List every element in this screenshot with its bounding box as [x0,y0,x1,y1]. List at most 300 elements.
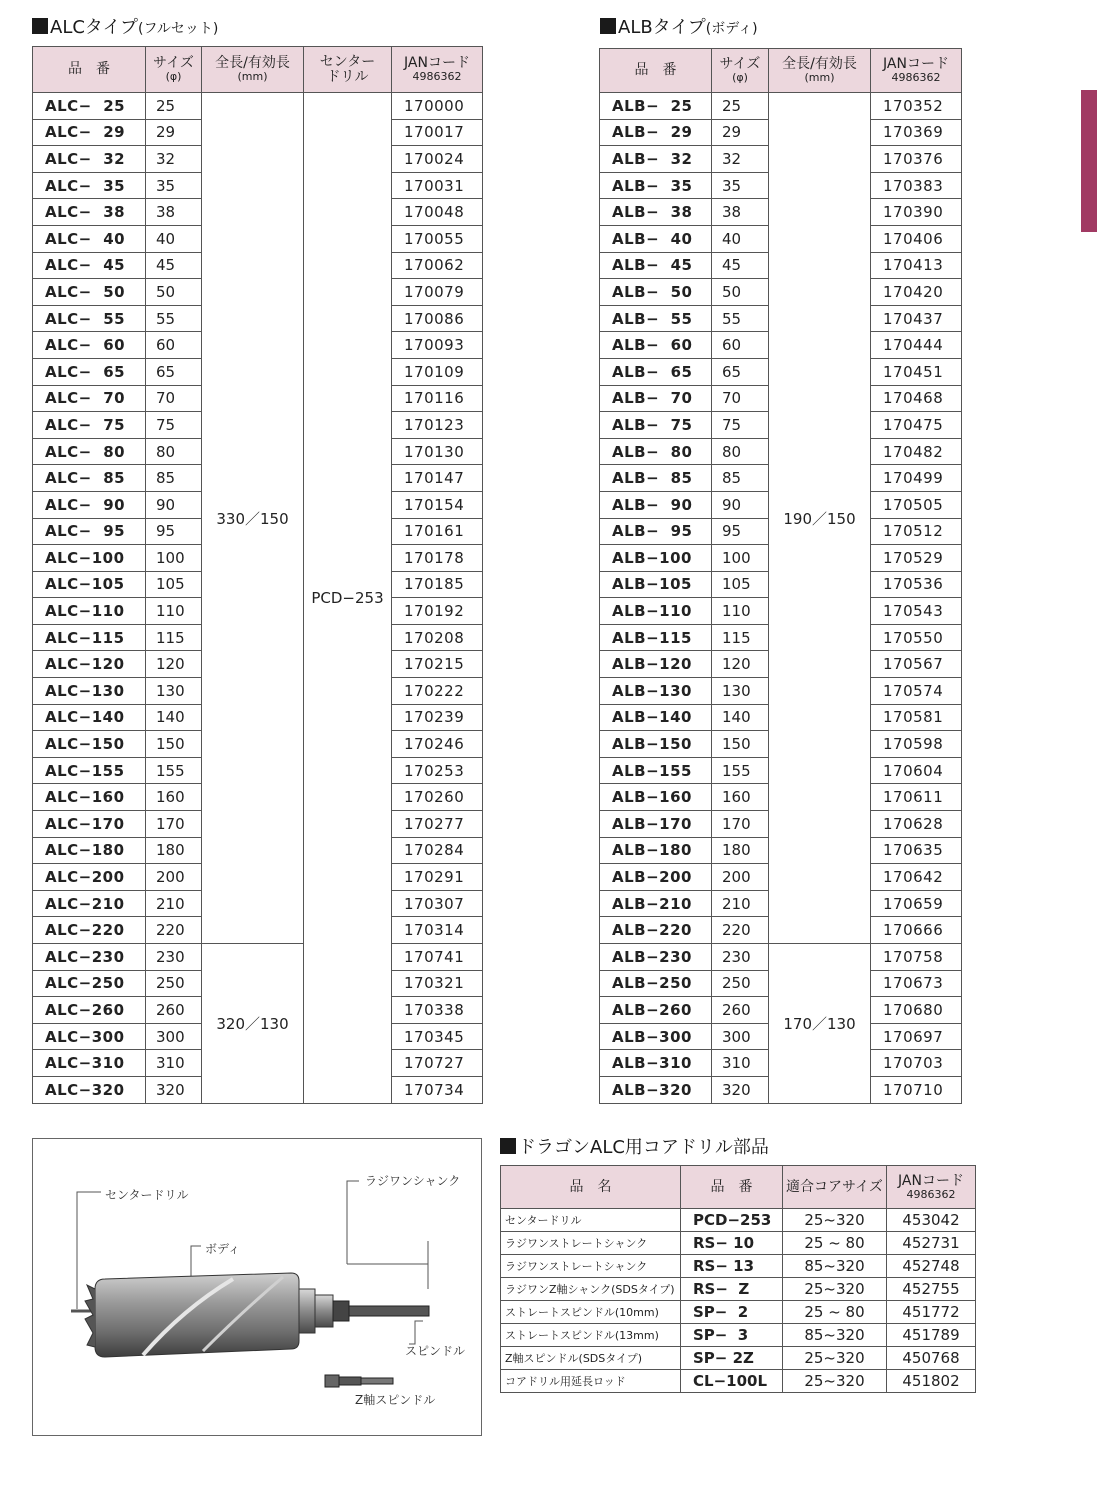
size-cell: 80 [712,438,769,465]
jan-cell: 170376 [871,146,962,173]
model-cell: ALC−260 [33,997,146,1024]
jan-cell: 170536 [871,571,962,598]
label-body: ボディ [205,1242,241,1256]
size-cell: 130 [146,678,202,705]
size-cell: 210 [146,890,202,917]
model-cell: ALC−105 [33,571,146,598]
jan-cell: 170550 [871,624,962,651]
alb-title: ALBタイプ [618,17,706,38]
model-cell: ALC−180 [33,837,146,864]
jan-cell: 170512 [871,518,962,545]
model-cell: ALB−230 [600,944,712,971]
label-spindle: スピンドル [405,1344,466,1358]
length-cell: 170／130 [769,944,871,1104]
jan-cell: 170079 [392,279,483,306]
size-cell: 38 [146,199,202,226]
model-cell: ALB− 25 [600,93,712,120]
size-cell: 170 [712,811,769,838]
jan-cell: 170758 [871,944,962,971]
size-cell: 60 [712,332,769,359]
col-header-jan: JANコード 4986362 [392,47,483,93]
parts-title: ドラゴンALC用コアドリル部品 [518,1137,769,1158]
model-cell: ALC−115 [33,624,146,651]
col-header-length: 全長/有効長 (mm) [202,47,304,93]
size-cell: 75 [712,412,769,439]
jan-cell: 170727 [392,1050,483,1077]
size-cell: 35 [712,172,769,199]
table-row [501,1347,976,1370]
size-cell: 50 [146,279,202,306]
size-cell: 60 [146,332,202,359]
size-cell: 100 [712,545,769,572]
col-header-length: 全長/有効長 (mm) [769,49,871,93]
jan-cell: 170246 [392,731,483,758]
length-cell: 320／130 [202,944,304,1104]
jan-cell: 170529 [871,545,962,572]
part-model-cell: RS− 13 [681,1255,783,1278]
size-cell: 200 [146,864,202,891]
model-cell: ALC−130 [33,678,146,705]
size-cell: 70 [146,385,202,412]
col-header-jan: JANコード 4986362 [871,49,962,93]
jan-cell: 170659 [871,890,962,917]
jan-cell: 170154 [392,491,483,518]
model-cell: ALC−300 [33,1023,146,1050]
model-cell: ALB−115 [600,624,712,651]
size-cell: 29 [712,119,769,146]
jan-cell: 170185 [392,571,483,598]
model-cell: ALC− 80 [33,438,146,465]
jan-cell: 170178 [392,545,483,572]
jan-cell: 170628 [871,811,962,838]
jan-cell: 170420 [871,279,962,306]
size-cell: 150 [712,731,769,758]
jan-cell: 170307 [392,890,483,917]
table-row [501,1301,976,1324]
model-cell: ALB−250 [600,970,712,997]
part-fit-cell: 85~320 [783,1324,887,1347]
model-cell: ALC−100 [33,545,146,572]
table-row [501,1209,976,1232]
center-drill-cell: PCD−253 [304,93,392,1104]
parts-section-title [500,1138,769,1158]
part-fit-cell: 25~320 [783,1209,887,1232]
model-cell: ALB− 80 [600,438,712,465]
jan-cell: 170703 [871,1050,962,1077]
size-cell: 45 [712,252,769,279]
jan-cell: 170130 [392,438,483,465]
jan-cell: 170741 [392,944,483,971]
model-cell: ALB−155 [600,757,712,784]
col-header-model: 品 番 [600,49,712,93]
part-fit-cell: 25~320 [783,1278,887,1301]
jan-cell: 170451 [871,358,962,385]
jan-cell: 170482 [871,438,962,465]
model-cell: ALC−160 [33,784,146,811]
size-cell: 115 [712,624,769,651]
jan-cell: 170642 [871,864,962,891]
col-header-jan: JANコード 4986362 [887,1166,976,1209]
jan-cell: 170369 [871,119,962,146]
jan-cell: 170598 [871,731,962,758]
model-cell: ALB− 50 [600,279,712,306]
jan-cell: 170611 [871,784,962,811]
model-cell: ALB− 65 [600,358,712,385]
size-cell: 90 [146,491,202,518]
jan-cell: 170680 [871,997,962,1024]
part-name-cell: センタードリル [501,1209,681,1232]
jan-cell: 170666 [871,917,962,944]
jan-cell: 170109 [392,358,483,385]
table-row [501,1232,976,1255]
size-cell: 105 [146,571,202,598]
size-cell: 120 [146,651,202,678]
jan-cell: 170192 [392,598,483,625]
model-cell: ALC− 65 [33,358,146,385]
model-cell: ALB−110 [600,598,712,625]
jan-cell: 170604 [871,757,962,784]
size-cell: 45 [146,252,202,279]
label-center-drill: センタードリル [105,1188,189,1202]
table-row [501,1255,976,1278]
model-cell: ALC−230 [33,944,146,971]
jan-cell: 170505 [871,491,962,518]
model-cell: ALB−300 [600,1023,712,1050]
size-cell: 70 [712,385,769,412]
model-cell: ALC− 32 [33,146,146,173]
jan-cell: 170024 [392,146,483,173]
size-cell: 250 [712,970,769,997]
part-jan-cell: 451772 [887,1301,976,1324]
size-cell: 75 [146,412,202,439]
size-cell: 160 [712,784,769,811]
size-cell: 40 [146,225,202,252]
size-cell: 140 [712,704,769,731]
model-cell: ALC− 45 [33,252,146,279]
alb-subtitle: (ボディ) [705,21,758,37]
size-cell: 160 [146,784,202,811]
model-cell: ALB−200 [600,864,712,891]
accent-tab [1081,90,1097,232]
size-cell: 230 [146,944,202,971]
jan-cell: 170123 [392,412,483,439]
model-cell: ALC− 29 [33,119,146,146]
model-cell: ALC−155 [33,757,146,784]
size-cell: 35 [146,172,202,199]
alc-subtitle: (フルセット) [138,21,219,37]
jan-cell: 170406 [871,225,962,252]
size-cell: 65 [712,358,769,385]
size-cell: 65 [146,358,202,385]
part-model-cell: SP− 2Z [681,1347,783,1370]
model-cell: ALC− 60 [33,332,146,359]
model-cell: ALC− 85 [33,465,146,492]
model-cell: ALB− 75 [600,412,712,439]
size-cell: 32 [712,146,769,173]
size-cell: 180 [146,837,202,864]
part-name-cell: ラジワンストレートシャンク [501,1255,681,1278]
model-cell: ALB− 45 [600,252,712,279]
table-row [600,944,962,971]
jan-cell: 170581 [871,704,962,731]
length-cell: 330／150 [202,93,304,944]
part-fit-cell: 25~320 [783,1347,887,1370]
part-model-cell: PCD−253 [681,1209,783,1232]
jan-cell: 170321 [392,970,483,997]
part-jan-cell: 452755 [887,1278,976,1301]
model-cell: ALC−310 [33,1050,146,1077]
jan-cell: 170567 [871,651,962,678]
size-cell: 140 [146,704,202,731]
model-cell: ALC−220 [33,917,146,944]
model-cell: ALB− 38 [600,199,712,226]
size-cell: 155 [712,757,769,784]
size-cell: 100 [146,545,202,572]
jan-cell: 170383 [871,172,962,199]
jan-cell: 170543 [871,598,962,625]
size-cell: 55 [712,305,769,332]
size-cell: 250 [146,970,202,997]
size-cell: 29 [146,119,202,146]
jan-cell: 170260 [392,784,483,811]
label-shank: ラジワンシャンク [365,1174,461,1188]
model-cell: ALB−220 [600,917,712,944]
jan-cell: 170239 [392,704,483,731]
jan-cell: 170710 [871,1076,962,1103]
jan-cell: 170444 [871,332,962,359]
model-cell: ALB− 90 [600,491,712,518]
square-bullet-icon [32,18,48,34]
alc-title: ALCタイプ [50,17,139,38]
jan-cell: 170468 [871,385,962,412]
part-jan-cell: 452731 [887,1232,976,1255]
model-cell: ALB− 29 [600,119,712,146]
size-cell: 95 [146,518,202,545]
jan-cell: 170345 [392,1023,483,1050]
jan-cell: 170086 [392,305,483,332]
model-cell: ALC− 55 [33,305,146,332]
model-cell: ALC− 70 [33,385,146,412]
jan-cell: 170390 [871,199,962,226]
model-cell: ALB−180 [600,837,712,864]
size-cell: 120 [712,651,769,678]
jan-cell: 170147 [392,465,483,492]
jan-cell: 170093 [392,332,483,359]
jan-cell: 170055 [392,225,483,252]
part-model-cell: RS− Z [681,1278,783,1301]
model-cell: ALC− 90 [33,491,146,518]
size-cell: 105 [712,571,769,598]
size-cell: 220 [146,917,202,944]
size-cell: 110 [712,598,769,625]
model-cell: ALC−120 [33,651,146,678]
model-cell: ALC−140 [33,704,146,731]
col-header-size: サイズ (φ) [146,47,202,93]
square-bullet-icon [600,18,616,34]
part-jan-cell: 451802 [887,1370,976,1393]
model-cell: ALB−130 [600,678,712,705]
label-z-spindle: Z軸スピンドル [355,1393,436,1407]
part-fit-cell: 25 ~ 80 [783,1301,887,1324]
part-jan-cell: 451789 [887,1324,976,1347]
size-cell: 300 [146,1023,202,1050]
model-cell: ALB− 55 [600,305,712,332]
model-cell: ALC− 50 [33,279,146,306]
model-cell: ALC−170 [33,811,146,838]
model-cell: ALC− 35 [33,172,146,199]
alb-section-title [600,18,758,39]
model-cell: ALB−170 [600,811,712,838]
size-cell: 310 [712,1050,769,1077]
jan-cell: 170475 [871,412,962,439]
model-cell: ALC− 75 [33,412,146,439]
part-name-cell: Z軸スピンドル(SDSタイプ) [501,1347,681,1370]
model-cell: ALB− 70 [600,385,712,412]
size-cell: 115 [146,624,202,651]
size-cell: 85 [712,465,769,492]
size-cell: 180 [712,837,769,864]
size-cell: 155 [146,757,202,784]
jan-cell: 170574 [871,678,962,705]
size-cell: 200 [712,864,769,891]
size-cell: 110 [146,598,202,625]
col-header-model: 品 番 [681,1166,783,1209]
model-cell: ALC− 25 [33,93,146,120]
jan-cell: 170314 [392,917,483,944]
model-cell: ALB− 40 [600,225,712,252]
product-diagram [32,1138,482,1436]
size-cell: 80 [146,438,202,465]
model-cell: ALB−310 [600,1050,712,1077]
jan-cell: 170437 [871,305,962,332]
model-cell: ALC−200 [33,864,146,891]
size-cell: 90 [712,491,769,518]
part-jan-cell: 450768 [887,1347,976,1370]
model-cell: ALB− 95 [600,518,712,545]
table-row [501,1370,976,1393]
size-cell: 32 [146,146,202,173]
jan-cell: 170031 [392,172,483,199]
model-cell: ALC−250 [33,970,146,997]
part-model-cell: SP− 2 [681,1301,783,1324]
size-cell: 220 [712,917,769,944]
size-cell: 38 [712,199,769,226]
col-header-fit: 適合コアサイズ [783,1166,887,1209]
col-header-model: 品 番 [33,47,146,93]
jan-cell: 170253 [392,757,483,784]
part-name-cell: ストレートスピンドル(10mm) [501,1301,681,1324]
size-cell: 95 [712,518,769,545]
model-cell: ALB−105 [600,571,712,598]
jan-cell: 170413 [871,252,962,279]
model-cell: ALC−110 [33,598,146,625]
jan-cell: 170499 [871,465,962,492]
size-cell: 260 [146,997,202,1024]
model-cell: ALB−160 [600,784,712,811]
length-cell: 190／150 [769,93,871,944]
jan-cell: 170734 [392,1076,483,1103]
size-cell: 320 [146,1076,202,1103]
size-cell: 230 [712,944,769,971]
jan-cell: 170062 [392,252,483,279]
part-name-cell: ストレートスピンドル(13mm) [501,1324,681,1347]
part-jan-cell: 452748 [887,1255,976,1278]
alc-table [32,46,483,1104]
model-cell: ALB− 32 [600,146,712,173]
jan-cell: 170116 [392,385,483,412]
model-cell: ALC− 40 [33,225,146,252]
model-cell: ALC− 95 [33,518,146,545]
size-cell: 310 [146,1050,202,1077]
jan-cell: 170222 [392,678,483,705]
model-cell: ALB− 85 [600,465,712,492]
model-cell: ALB− 60 [600,332,712,359]
jan-cell: 170291 [392,864,483,891]
part-model-cell: SP− 3 [681,1324,783,1347]
alc-section-title [32,18,218,39]
part-fit-cell: 25 ~ 80 [783,1232,887,1255]
table-row [33,944,483,971]
table-row [600,93,962,120]
jan-cell: 170277 [392,811,483,838]
jan-cell: 170697 [871,1023,962,1050]
model-cell: ALC−210 [33,890,146,917]
model-cell: ALB−320 [600,1076,712,1103]
table-row [33,93,483,120]
jan-cell: 170000 [392,93,483,120]
size-cell: 260 [712,997,769,1024]
model-cell: ALB−120 [600,651,712,678]
size-cell: 55 [146,305,202,332]
size-cell: 85 [146,465,202,492]
size-cell: 320 [712,1076,769,1103]
jan-cell: 170017 [392,119,483,146]
jan-cell: 170338 [392,997,483,1024]
jan-cell: 170673 [871,970,962,997]
jan-cell: 170161 [392,518,483,545]
model-cell: ALB−150 [600,731,712,758]
part-name-cell: ラジワンZ軸シャンク(SDSタイプ) [501,1278,681,1301]
part-model-cell: RS− 10 [681,1232,783,1255]
model-cell: ALB−140 [600,704,712,731]
jan-cell: 170048 [392,199,483,226]
model-cell: ALC− 38 [33,199,146,226]
model-cell: ALB−210 [600,890,712,917]
col-header-size: サイズ (φ) [712,49,769,93]
table-row [501,1278,976,1301]
part-fit-cell: 85~320 [783,1255,887,1278]
size-cell: 25 [146,93,202,120]
col-header-name: 品 名 [501,1166,681,1209]
size-cell: 25 [712,93,769,120]
model-cell: ALB− 35 [600,172,712,199]
parts-table [500,1165,976,1393]
col-header-center-drill: センター ドリル [304,47,392,93]
model-cell: ALB−100 [600,545,712,572]
size-cell: 300 [712,1023,769,1050]
part-jan-cell: 453042 [887,1209,976,1232]
alb-table [599,48,962,1104]
size-cell: 130 [712,678,769,705]
model-cell: ALC−320 [33,1076,146,1103]
size-cell: 170 [146,811,202,838]
jan-cell: 170635 [871,837,962,864]
part-fit-cell: 25~320 [783,1370,887,1393]
jan-cell: 170284 [392,837,483,864]
square-bullet-icon [500,1138,516,1154]
table-row [501,1324,976,1347]
jan-cell: 170352 [871,93,962,120]
